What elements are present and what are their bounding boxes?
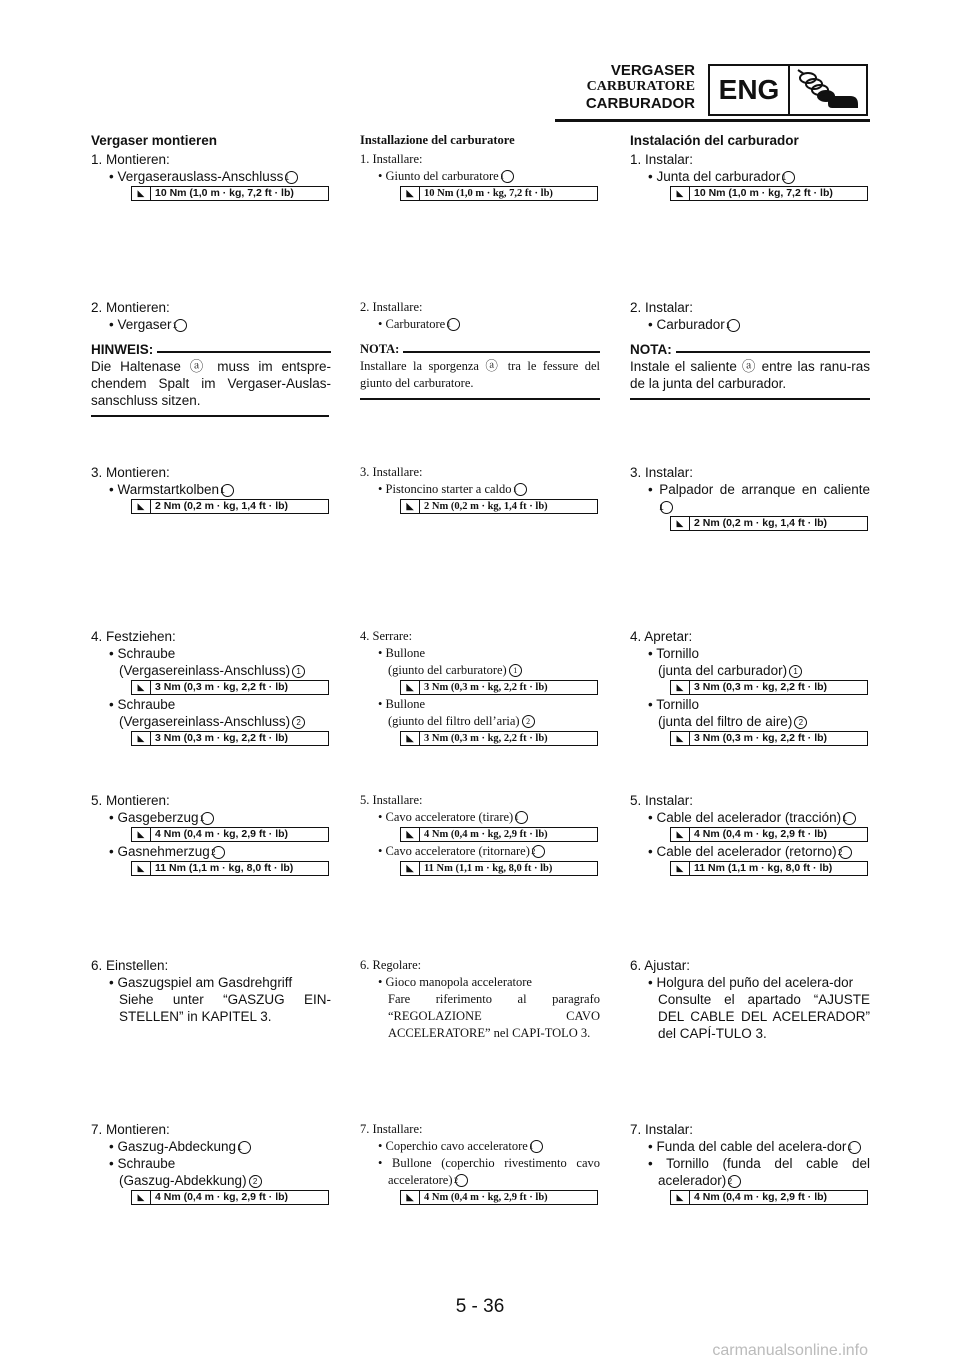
step-7: 7. Instalar: • Funda del cable del acelera-dor1 • Tornillo (funda del cable del acelerador)2 ◣ 4 Nm (0,4 m · kg, 2,9 ft · lb) xyxy=(630,1122,871,1203)
torque-spec: ◣ 11 Nm (1,1 m · kg, 8,0 ft · lb) xyxy=(400,861,598,876)
column-it xyxy=(360,132,600,1203)
step-4: 4. Apretar: • Tornillo (junta del carburador) 1 ◣ 3 Nm (0,3 m · kg, 2,2 ft · lb) • Tornillo (junta del filtro de aire) 2 ◣ 3 Nm (0,3 m · kg, 2,2 ft · lb) xyxy=(630,628,870,747)
header-rule xyxy=(555,119,870,122)
torque-spec: ◣ 10 Nm (1,0 m · kg, 7,2 ft · lb) xyxy=(400,186,598,201)
torque-wrench-icon: ◣ xyxy=(132,862,151,875)
step-2: 2. Montieren: • Vergaser1 xyxy=(91,299,331,333)
step-3: 3. Installare: • Pistoncino starter a caldo 1 ◣ 2 Nm (0,2 m · kg, 1,4 ft · lb) xyxy=(360,464,600,515)
column-es xyxy=(630,132,871,1203)
torque-spec: ◣ 4 Nm (0,4 m · kg, 2,9 ft · lb) xyxy=(131,1190,329,1205)
torque-spec: ◣ 3 Nm (0,3 m · kg, 2,2 ft · lb) xyxy=(400,731,598,746)
step-3: 3. Montieren: • Warmstartkolben1 ◣ 2 Nm (0,2 m · kg, 1,4 ft · lb) xyxy=(91,464,331,515)
torque-wrench-icon: ◣ xyxy=(132,1191,151,1204)
note-box: NOTA: Installare la sporgenza ⓐ tra le fessure del giunto del carburatore. xyxy=(360,341,600,400)
step-4: 4. Serrare: • Bullone (giunto del carburatore) 1 ◣ 3 Nm (0,3 m · kg, 2,2 ft · lb) • Bullone (giunto del filtro dell’aria) 2 ◣ 3 Nm (0,3 m · kg, 2,2 ft · lb) xyxy=(360,628,600,747)
torque-spec: ◣ 2 Nm (0,2 m · kg, 1,4 ft · lb) xyxy=(670,516,868,531)
torque-wrench-icon: ◣ xyxy=(132,681,151,694)
torque-wrench-icon: ◣ xyxy=(401,828,420,841)
note-box: HINWEIS: Die Haltenase ⓐ muss im entspre-chendem Spalt im Vergaser-Auslas-sanschluss sitzen. xyxy=(91,341,331,417)
torque-spec: ◣ 4 Nm (0,4 m · kg, 2,9 ft · lb) xyxy=(670,827,868,842)
torque-spec: ◣ 4 Nm (0,4 m · kg, 2,9 ft · lb) xyxy=(400,827,598,842)
torque-wrench-icon: ◣ xyxy=(132,732,151,745)
engine-icon xyxy=(790,64,868,116)
torque-wrench-icon: ◣ xyxy=(671,862,690,875)
torque-spec: ◣ 10 Nm (1,0 m · kg, 7,2 ft · lb) xyxy=(131,186,329,201)
note-box: NOTA: Instale el saliente ⓐ entre las ranu-ras de la junta del carburador. xyxy=(630,341,870,400)
torque-wrench-icon: ◣ xyxy=(671,732,690,745)
header-title-it: CARBURATORE xyxy=(586,79,695,94)
step-3: 3. Instalar: • Palpador de arranque en caliente1 ◣ 2 Nm (0,2 m · kg, 1,4 ft · lb) xyxy=(630,465,870,529)
torque-spec: ◣ 11 Nm (1,1 m · kg, 8,0 ft · lb) xyxy=(131,861,329,876)
header-title-de: VERGASER xyxy=(610,62,695,79)
torque-wrench-icon: ◣ xyxy=(671,517,690,530)
step-5: 5. Installare: • Cavo acceleratore (tirare) 1 ◣ 4 Nm (0,4 m · kg, 2,9 ft · lb) • Cavo acceleratore (ritornare) 2 ◣ 11 Nm (1,1 m · kg, 8,0 ft · lb) xyxy=(360,792,600,877)
torque-wrench-icon: ◣ xyxy=(132,500,151,513)
step-5: 5. Montieren: • Gasgeberzug1 ◣ 4 Nm (0,4 m · kg, 2,9 ft · lb) • Gasnehmerzug2 ◣ 11 Nm (1,1 m · kg, 8,0 ft · lb) xyxy=(91,792,331,877)
torque-wrench-icon: ◣ xyxy=(401,500,420,513)
torque-wrench-icon: ◣ xyxy=(671,187,690,200)
torque-wrench-icon: ◣ xyxy=(132,828,151,841)
torque-wrench-icon: ◣ xyxy=(671,828,690,841)
torque-spec: ◣ 2 Nm (0,2 m · kg, 1,4 ft · lb) xyxy=(400,499,598,514)
torque-wrench-icon: ◣ xyxy=(132,187,151,200)
header-title-es: CARBURADOR xyxy=(585,95,695,112)
step-6: 6. Ajustar: • Holgura del puño del acelera-dor Consulte el apartado “AJUSTE DEL CABLE DEL ACELERADOR” del CAPÍ-TULO 3. xyxy=(630,958,870,1041)
torque-spec: ◣ 4 Nm (0,4 m · kg, 2,9 ft · lb) xyxy=(400,1190,598,1205)
torque-wrench-icon: ◣ xyxy=(401,187,420,200)
step-2: 2. Installare: • Carburatore 1 xyxy=(360,299,600,333)
torque-spec: ◣ 3 Nm (0,3 m · kg, 2,2 ft · lb) xyxy=(131,731,329,746)
step-1: 1. Instalar: • Junta del carburador1 ◣ 10 Nm (1,0 m · kg, 7,2 ft · lb) xyxy=(630,151,870,202)
step-5: 5. Instalar: • Cable del acelerador (tracción)1 ◣ 4 Nm (0,4 m · kg, 2,9 ft · lb) • Cable del acelerador (retorno)2 ◣ 11 Nm (1,1 m · kg, 8,0 ft · lb) xyxy=(630,792,870,877)
torque-spec: ◣ 3 Nm (0,3 m · kg, 2,2 ft · lb) xyxy=(670,731,868,746)
torque-spec: ◣ 3 Nm (0,3 m · kg, 2,2 ft · lb) xyxy=(670,680,868,695)
section-title: Installazione del carburatore xyxy=(360,133,515,147)
torque-wrench-icon: ◣ xyxy=(671,1191,690,1204)
watermark: carmanualsonline.info xyxy=(712,1342,868,1359)
step-6: 6. Regolare: • Gioco manopola acceleratore Fare riferimento al paragrafo “REGOLAZIONE CAVO ACCELERATORE” nel CAPI-TOLO 3. xyxy=(360,958,600,1040)
section-title: Instalación del carburador xyxy=(630,133,799,148)
torque-wrench-icon: ◣ xyxy=(401,1191,420,1204)
torque-spec: ◣ 4 Nm (0,4 m · kg, 2,9 ft · lb) xyxy=(670,1190,868,1205)
section-title: Vergaser montieren xyxy=(91,133,218,148)
column-de xyxy=(91,132,331,1203)
eng-badge: ENG xyxy=(708,64,790,116)
step-2: 2. Instalar: • Carburador1 xyxy=(630,299,870,333)
torque-spec: ◣ 2 Nm (0,2 m · kg, 1,4 ft · lb) xyxy=(131,499,329,514)
step-1: 1. Installare: • Giunto del carburatore 1 ◣ 10 Nm (1,0 m · kg, 7,2 ft · lb) xyxy=(360,151,600,202)
step-1: 1. Montieren: • Vergaserauslass-Anschluss1 ◣ 10 Nm (1,0 m · kg, 7,2 ft · lb) xyxy=(91,151,331,202)
torque-spec: ◣ 3 Nm (0,3 m · kg, 2,2 ft · lb) xyxy=(400,680,598,695)
torque-spec: ◣ 4 Nm (0,4 m · kg, 2,9 ft · lb) xyxy=(131,827,329,842)
torque-spec: ◣ 3 Nm (0,3 m · kg, 2,2 ft · lb) xyxy=(131,680,329,695)
torque-spec: ◣ 11 Nm (1,1 m · kg, 8,0 ft · lb) xyxy=(670,861,868,876)
step-7: 7. Montieren: • Gaszug-Abdeckung1 • Schraube (Gaszug-Abdekkung) 2 ◣ 4 Nm (0,4 m · kg, 2,9 ft · lb) xyxy=(91,1121,331,1206)
torque-wrench-icon: ◣ xyxy=(401,862,420,875)
torque-spec: ◣ 10 Nm (1,0 m · kg, 7,2 ft · lb) xyxy=(670,186,868,201)
step-7: 7. Installare: • Coperchio cavo acceleratore 1 • Bullone (coperchio rivestimento cavo acceleratore) 2 ◣ 4 Nm (0,4 m · kg, 2,9 ft · lb) xyxy=(360,1122,600,1203)
step-6: 6. Einstellen: • Gaszugspiel am Gasdrehgriff Siehe unter “GASZUG EIN-STELLEN” in KAPITEL 3. xyxy=(91,958,331,1024)
page-number: 5 - 36 xyxy=(455,1296,505,1317)
torque-wrench-icon: ◣ xyxy=(401,732,420,745)
torque-wrench-icon: ◣ xyxy=(671,681,690,694)
torque-wrench-icon: ◣ xyxy=(401,681,420,694)
step-4: 4. Festziehen: • Schraube (Vergasereinlass-Anschluss) 1 ◣ 3 Nm (0,3 m · kg, 2,2 ft · lb) • Schraube (Vergasereinlass-Anschluss) 2 ◣ 3 Nm (0,3 m · kg, 2,2 ft · lb) xyxy=(91,628,331,747)
